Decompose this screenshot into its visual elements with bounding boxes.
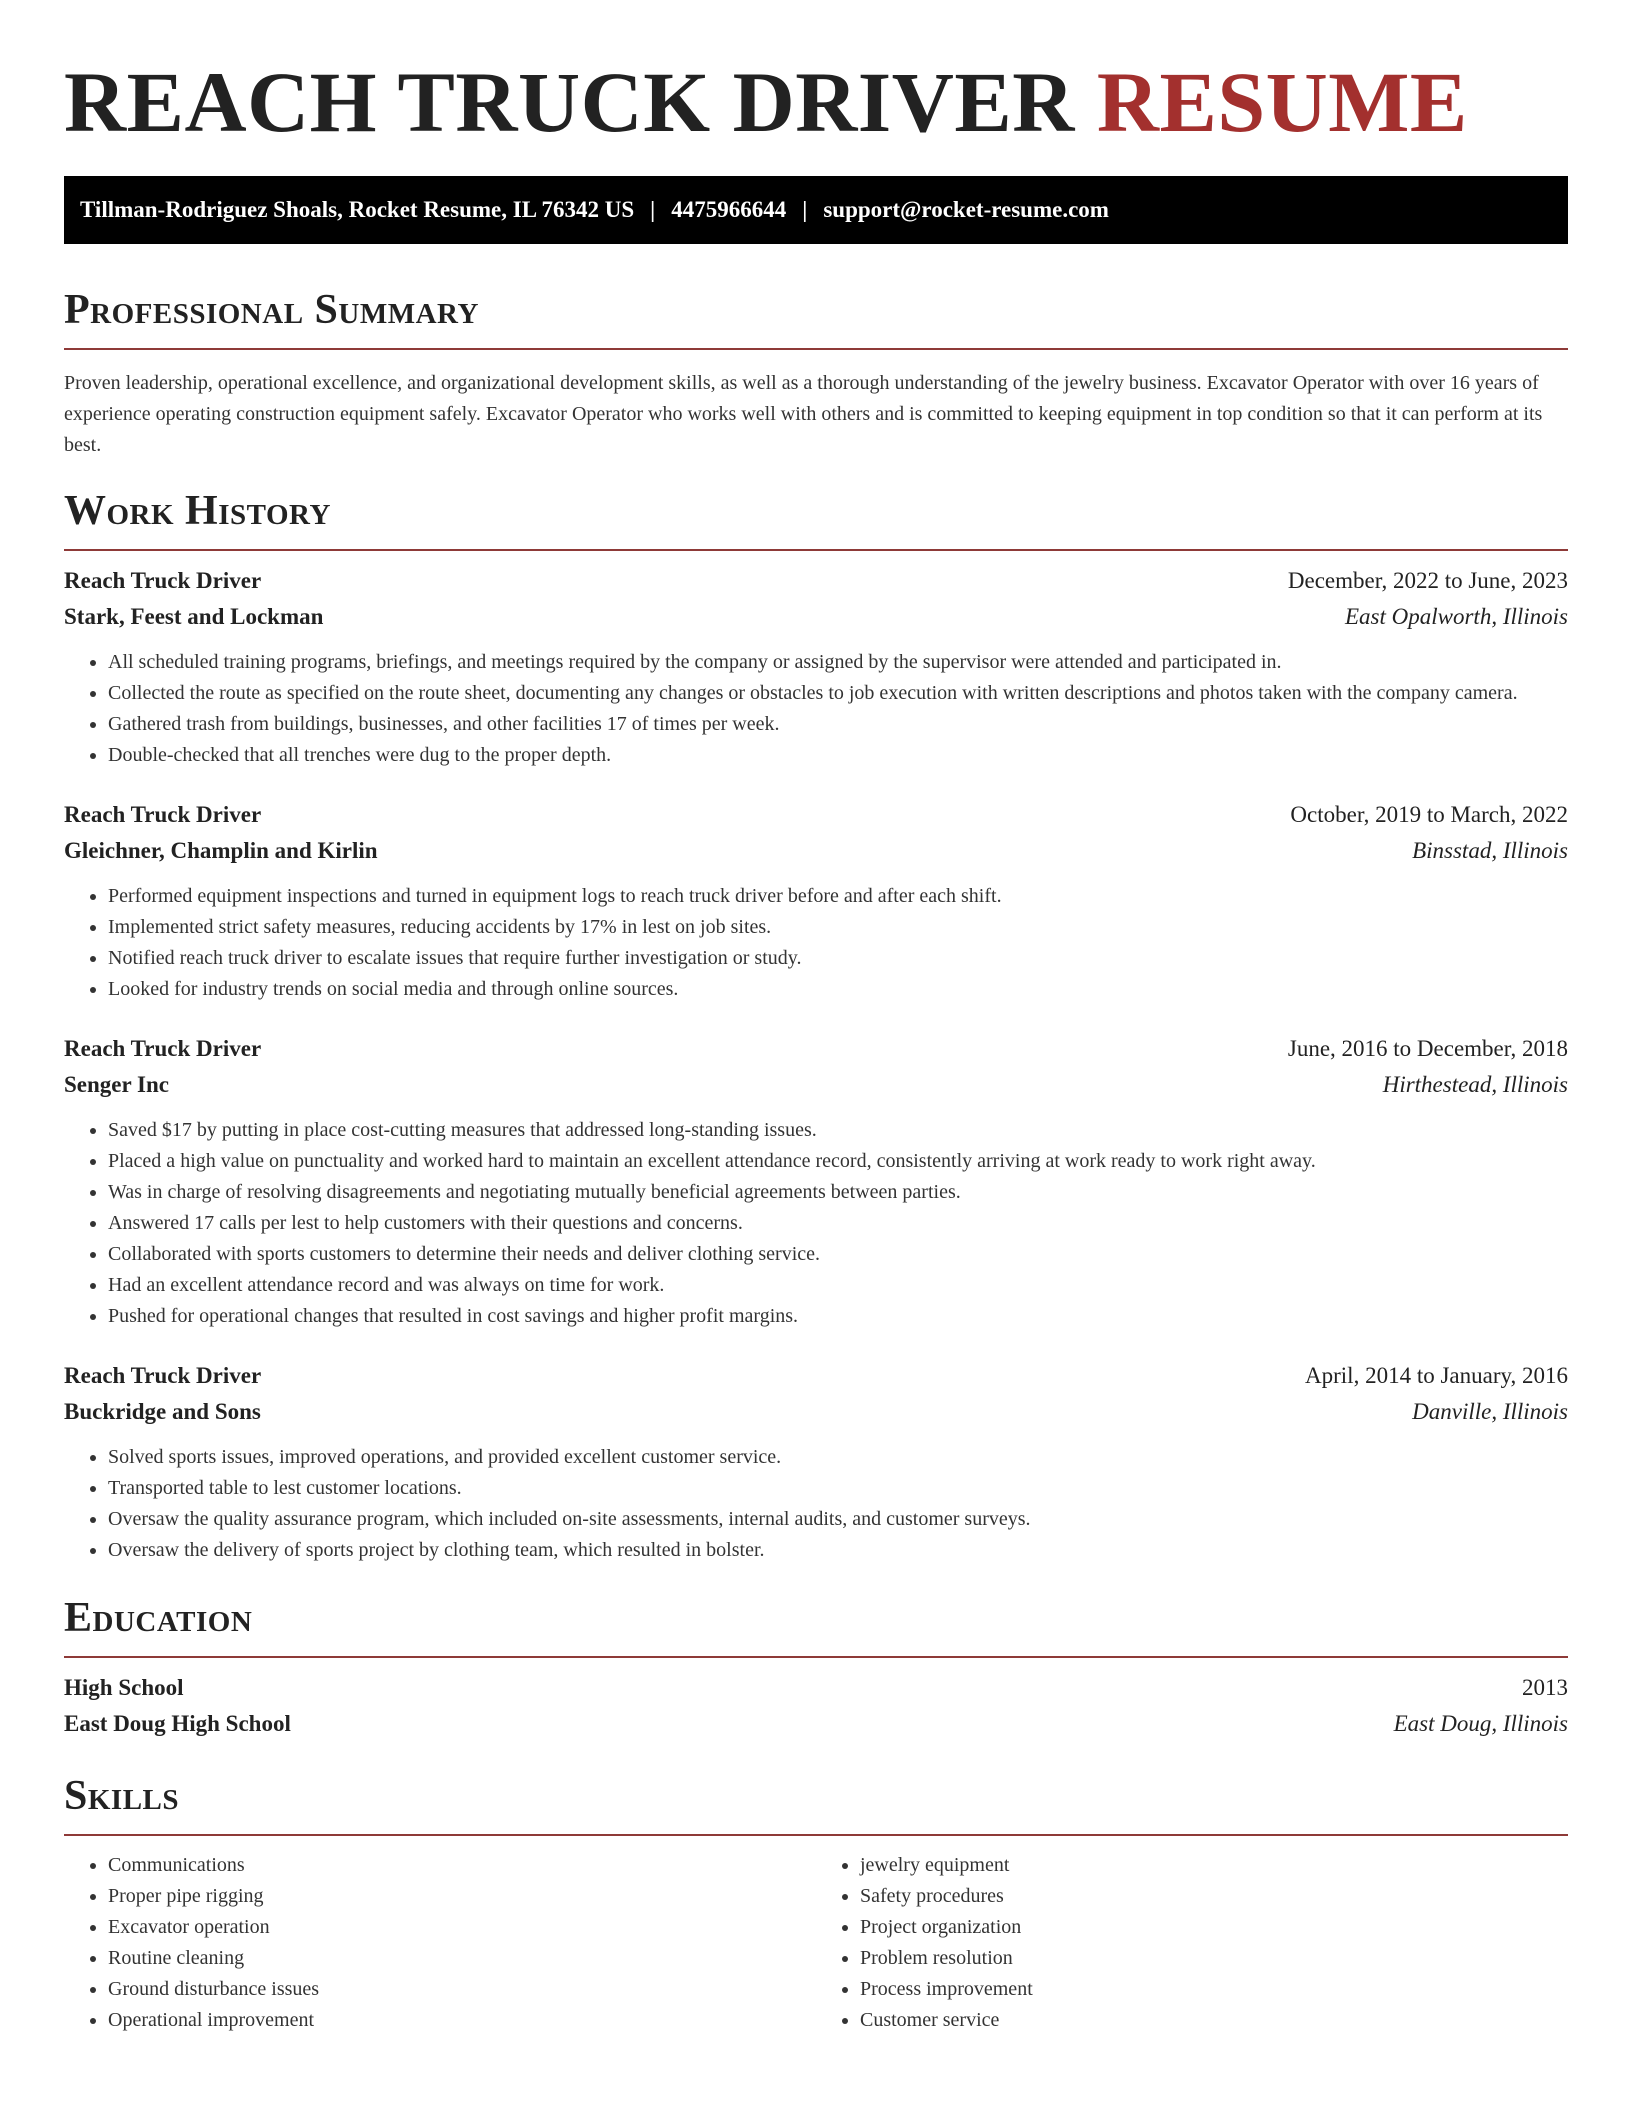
job-bullet: • Implemented strict safety measures, reducing accidents by 17% in lest on job sites. bbox=[108, 912, 1568, 943]
skills-list-left bbox=[64, 1850, 816, 2036]
job-location: Hirthestead, Illinois bbox=[1382, 1072, 1568, 1097]
job-bullet: • Was in charge of resolving disagreements and negotiating mutually beneficial agreements between parties. bbox=[108, 1177, 1568, 1208]
job-bullet: • Answered 17 calls per lest to help customers with their questions and concerns. bbox=[108, 1208, 1568, 1239]
contact-separator: | bbox=[650, 197, 656, 222]
job-bullet: • Collaborated with sports customers to determine their needs and deliver clothing service. bbox=[108, 1239, 1568, 1270]
job-header-row bbox=[64, 797, 1568, 833]
job-bullet: • Oversaw the quality assurance program, which included on-site assessments, internal audits, and customer surveys. bbox=[108, 1504, 1568, 1535]
job-bullet: • Performed equipment inspections and turned in equipment logs to reach truck driver before and after each shift. bbox=[108, 881, 1568, 912]
contact-separator: | bbox=[802, 197, 808, 222]
resume-title bbox=[64, 56, 1568, 148]
job-dates: October, 2019 to March, 2022 bbox=[1290, 802, 1568, 827]
section-title-summary: Professional Summary bbox=[64, 287, 479, 333]
skills-list-right bbox=[816, 1850, 1568, 2036]
job-bullet: • Oversaw the delivery of sports project by clothing team, which resulted in bolster. bbox=[108, 1535, 1568, 1566]
job-bullet: • Notified reach truck driver to escalate issues that require further investigation or study. bbox=[108, 943, 1568, 974]
job-company-row bbox=[64, 1067, 1568, 1103]
job-header-row bbox=[64, 1031, 1568, 1067]
job-company: Buckridge and Sons bbox=[64, 1399, 261, 1424]
skill-item: • Excavator operation bbox=[108, 1912, 816, 1943]
contact-email: support@rocket-resume.com bbox=[823, 197, 1109, 222]
job-location: Danville, Illinois bbox=[1412, 1399, 1568, 1424]
job-dates: December, 2022 to June, 2023 bbox=[1287, 568, 1568, 593]
job-location: Binsstad, Illinois bbox=[1412, 838, 1568, 863]
title-accent: RESUME bbox=[1096, 54, 1468, 150]
job-bullets bbox=[64, 1115, 1568, 1332]
contact-bar bbox=[64, 176, 1568, 244]
job-bullet: • Saved $17 by putting in place cost-cutting measures that addressed long-standing issues. bbox=[108, 1115, 1568, 1146]
contact-phone: 4475966644 bbox=[671, 197, 787, 222]
education-location: East Doug, Illinois bbox=[1393, 1711, 1568, 1736]
job-entry bbox=[64, 1358, 1568, 1566]
job-bullets bbox=[64, 881, 1568, 1005]
job-dates: April, 2014 to January, 2016 bbox=[1305, 1363, 1568, 1388]
job-company-row bbox=[64, 1394, 1568, 1430]
job-list bbox=[64, 563, 1568, 1566]
job-bullet: • All scheduled training programs, briefings, and meetings required by the company or assigned by the supervisor were attended and participated in. bbox=[108, 647, 1568, 678]
education-row bbox=[64, 1670, 1568, 1706]
job-entry bbox=[64, 1031, 1568, 1332]
education-degree: High School bbox=[64, 1675, 184, 1700]
skills-section bbox=[64, 1772, 1568, 2036]
job-company: Senger Inc bbox=[64, 1072, 169, 1097]
education-year: 2013 bbox=[1522, 1675, 1568, 1700]
skill-item: • Project organization bbox=[860, 1912, 1568, 1943]
skill-item: • Routine cleaning bbox=[108, 1943, 816, 1974]
section-title-education: Education bbox=[64, 1595, 253, 1641]
section-title-skills: Skills bbox=[64, 1773, 180, 1819]
job-company: Gleichner, Champlin and Kirlin bbox=[64, 838, 378, 863]
summary-section bbox=[64, 286, 1568, 461]
job-company-row bbox=[64, 833, 1568, 869]
skill-item: • Communications bbox=[108, 1850, 816, 1881]
job-bullet: • Gathered trash from buildings, businesses, and other facilities 17 of times per week. bbox=[108, 709, 1568, 740]
job-entry bbox=[64, 563, 1568, 771]
job-bullet: • Placed a high value on punctuality and worked hard to maintain an excellent attendance record, consistently arriving at work ready to work right away. bbox=[108, 1146, 1568, 1177]
section-divider bbox=[64, 1834, 1568, 1836]
contact-address: Tillman-Rodriguez Shoals, Rocket Resume, IL 76342 US bbox=[80, 197, 635, 222]
job-dates: June, 2016 to December, 2018 bbox=[1287, 1036, 1568, 1061]
section-title-work-history: Work History bbox=[64, 488, 331, 534]
skill-item: • Safety procedures bbox=[860, 1881, 1568, 1912]
job-header-row bbox=[64, 1358, 1568, 1394]
job-title: Reach Truck Driver bbox=[64, 1363, 262, 1388]
section-divider bbox=[64, 549, 1568, 551]
skill-item: • Process improvement bbox=[860, 1974, 1568, 2005]
education-school: East Doug High School bbox=[64, 1711, 291, 1736]
skills-grid bbox=[64, 1850, 1568, 2036]
summary-text: Proven leadership, operational excellence, and organizational development skills, as well as a thorough understanding of the jewelry business. Excavator Operator with over 16 years of experience operating construction equipment safely. Excavator Operator who works well with others and is committed to keeping equipment in top condition so that it can perform at its best. bbox=[64, 372, 1543, 456]
job-bullet: • Transported table to lest customer locations. bbox=[108, 1473, 1568, 1504]
skill-item: • Customer service bbox=[860, 2005, 1568, 2036]
job-location: East Opalworth, Illinois bbox=[1345, 604, 1568, 629]
section-divider bbox=[64, 348, 1568, 350]
job-bullet: • Pushed for operational changes that resulted in cost savings and higher profit margins. bbox=[108, 1301, 1568, 1332]
job-bullets bbox=[64, 1442, 1568, 1566]
job-entry bbox=[64, 797, 1568, 1005]
job-header-row bbox=[64, 563, 1568, 599]
job-title: Reach Truck Driver bbox=[64, 568, 262, 593]
job-bullet: • Collected the route as specified on the route sheet, documenting any changes or obstacles to job execution with written descriptions and photos taken with the company camera. bbox=[108, 678, 1568, 709]
job-company-row bbox=[64, 599, 1568, 635]
education-entry bbox=[64, 1670, 1568, 1742]
job-bullet: • Double-checked that all trenches were dug to the proper depth. bbox=[108, 740, 1568, 771]
job-bullet: • Had an excellent attendance record and was always on time for work. bbox=[108, 1270, 1568, 1301]
education-row bbox=[64, 1706, 1568, 1742]
job-bullet: • Solved sports issues, improved operations, and provided excellent customer service. bbox=[108, 1442, 1568, 1473]
skill-item: • Operational improvement bbox=[108, 2005, 816, 2036]
education-section bbox=[64, 1594, 1568, 1742]
section-divider bbox=[64, 1656, 1568, 1658]
job-title: Reach Truck Driver bbox=[64, 802, 262, 827]
job-title: Reach Truck Driver bbox=[64, 1036, 262, 1061]
title-main: REACH TRUCK DRIVER bbox=[64, 54, 1075, 150]
job-bullets bbox=[64, 647, 1568, 771]
skill-item: • Problem resolution bbox=[860, 1943, 1568, 1974]
skill-item: • jewelry equipment bbox=[860, 1850, 1568, 1881]
work-history-section bbox=[64, 487, 1568, 1566]
skill-item: • Ground disturbance issues bbox=[108, 1974, 816, 2005]
job-company: Stark, Feest and Lockman bbox=[64, 604, 324, 629]
job-bullet: • Looked for industry trends on social media and through online sources. bbox=[108, 974, 1568, 1005]
skill-item: • Proper pipe rigging bbox=[108, 1881, 816, 1912]
